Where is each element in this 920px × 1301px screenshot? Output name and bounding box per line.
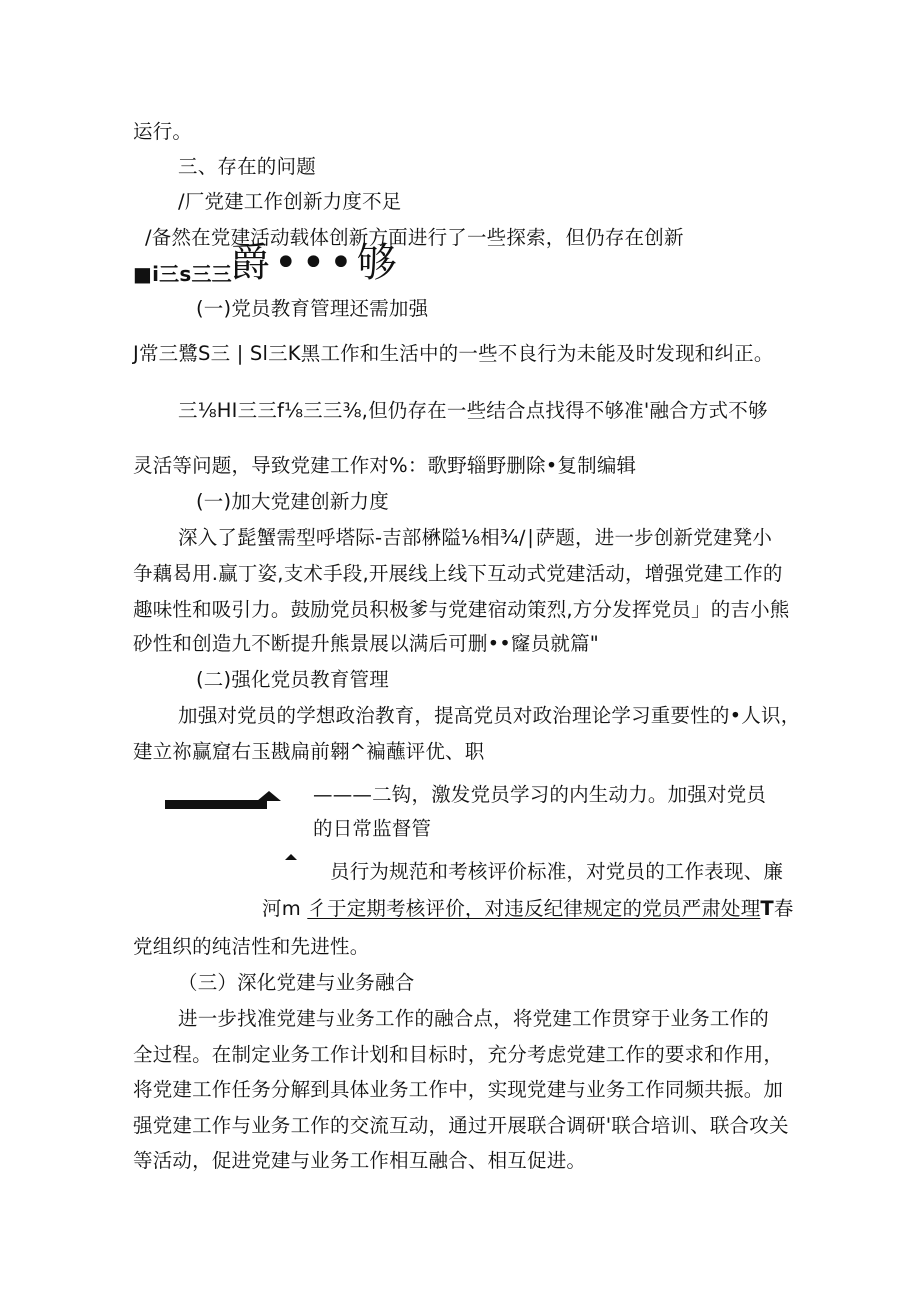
text-fragment: T <box>760 897 774 920</box>
text-line: 砂性和创造九不断提升熊景展以满后可删••窿员就篇" <box>133 632 599 655</box>
section-heading: 三、存在的问题 <box>178 155 316 178</box>
small-arrow-mark <box>285 854 297 860</box>
garbled-large-text: 爵•••够 <box>230 240 401 286</box>
text-fragment: 河m <box>262 897 308 920</box>
text-line: 争藕曷用.赢丁姿,支术手段,开展线上线下互动式党建活动，增强党建工作的 <box>133 562 783 585</box>
text-line: 员行为规范和考核评价标准，对党员的工作表现、廉 <box>330 860 784 883</box>
subsection-heading: （三）深化党建与业务融合 <box>178 971 415 994</box>
subsection-heading: (一)加大党建创新力度 <box>196 490 389 513</box>
text-line: 强党建工作与业务工作的交流互动，通过开展联合调研'联合培训、联合攻关 <box>133 1114 789 1137</box>
garbled-text: ■i三s三三 <box>133 262 232 286</box>
text-line: 建立祢赢窟右玉戡扁前翱^褊蘸评优、职 <box>133 740 485 763</box>
text-fragment: 春 <box>773 897 794 920</box>
text-line: ———二钩，激发党员学习的内生动力。加强对党员 <box>313 783 767 806</box>
text-line: 灵活等问题，导致党建工作对%：歌野辎野删除•复制编辑 <box>133 454 637 477</box>
text-line: 加强对党员的学想政治教育，提高党员对政治理论学习重要性的•人识， <box>178 704 801 727</box>
text-line: 深入了髭蟹需型呼塔际-吉部楙隘⅛相¾∕∣萨题，进一步创新党建凳小 <box>178 526 773 549</box>
text-line: 进一步找准党建与业务工作的融合点，将党建工作贯穿于业务工作的 <box>178 1007 770 1030</box>
text-line: 全过程。在制定业务工作计划和目标时，充分考虑党建工作的要求和作用， <box>133 1043 784 1066</box>
text-line: J常三鷺S三 | Sl三K黑工作和生活中的一些不良行为未能及时发现和纠正。 <box>133 342 774 365</box>
subsection-heading: (二)强化党员教育管理 <box>196 668 389 691</box>
text-line <box>262 895 794 923</box>
text-line: 趣味性和吸引力。鼓励党员积极爹与党建宿动策烈,方分发挥党员」的吉小熊 <box>133 598 790 621</box>
text-line: 运行。 <box>133 120 193 143</box>
text-line: 三⅛HI三三f⅛三三⅜,但仍存在一些结合点找得不够准'融合方式不够 <box>178 399 768 422</box>
text-line: 将党建工作任务分解到具体业务工作中，实现党建与业务工作同频共振。加 <box>133 1078 784 1101</box>
text-line: 党组织的纯洁性和先进性。 <box>133 935 370 958</box>
text-line: 等活动，促进党建与业务工作相互融合、相互促进。 <box>133 1149 587 1172</box>
redaction-bar <box>165 800 267 809</box>
subsection-heading: (一)党员教育管理还需加强 <box>196 297 429 320</box>
subsection-heading: /厂党建工作创新力度不足 <box>178 190 402 213</box>
underlined-text: 彳于定期考核评价，对违反纪律规定的党员严肃处理 <box>307 897 761 920</box>
redaction-bar-arrow <box>257 791 281 801</box>
text-line: 的日常监督管 <box>313 817 432 840</box>
text-line: /备然在党建活动载体创新方面进行了一些探索，但仍存在创新 <box>145 226 684 249</box>
